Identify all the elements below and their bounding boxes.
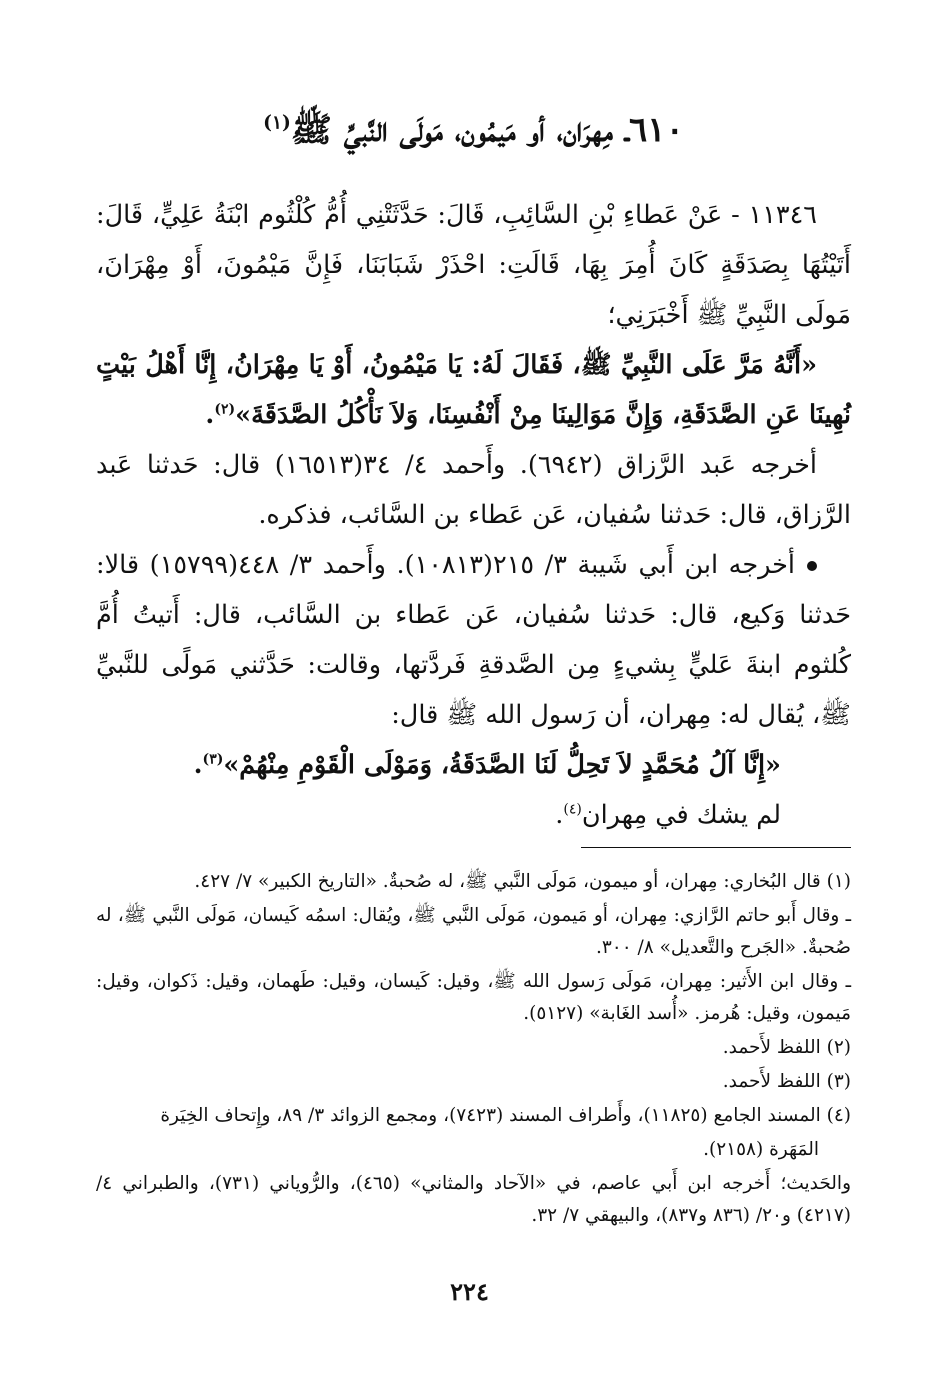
chapter-title: ٦١٠ـ مِهرَان، أو مَيمُون، مَولَى النَّبيِّ ﷺ <box>290 110 684 150</box>
takhrij-2 <box>96 540 851 740</box>
page-number: ٢٢٤ <box>450 1277 489 1306</box>
hadith-quote-2: «إِنَّا آلُ مُحَمَّدٍ لاَ تَحِلُّ لَنَا الصَّدَقَةُ، وَمَوْلَى الْقَوْمِ مِنْهُمْ»$^{(٣)}$. <box>193 750 781 780</box>
main-text <box>96 190 851 840</box>
footnote-4-continuation: المَهَرة (٢١٥٨). <box>703 1139 819 1160</box>
doubt-note: لم يشك في مِهران$^{(٤)}$. <box>555 800 781 830</box>
footnote-1-abu-hatim: ـ وقال أَبو حاتم الرَّازي: مِهران، أو مَيمون، مَولَى النَّبي ﷺ، ويُقال: اسمُه كَيسان، مَولَى النَّبي ﷺ، له صُحبةٌ. «الجَرح والتَّعديل» ٨/ ٣٠٠. <box>96 905 851 958</box>
hadith-intro: ١١٣٤٦ - عَنْ عَطاءِ بْنِ السَّائِبِ، قَالَ: حَدَّثَتْنِي أُمُّ كُلْثُوم ابْنَةُ عَلِيٍّ، قَالَ: أَتَيْتُهَا بِصَدَقَةٍ كَانَ أُمِرَ بِهَا، قَالَتِ: احْذَرْ شَبَابَنَا، فَإِنَّ مَيْمُونَ، أَوْ مِهْرَانَ، مَولَى النَّبِيِّ ﷺ أَخْبَرَنِي؛ <box>96 200 851 330</box>
hadith-quote-1: «أَنَّهُ مَرَّ عَلَى النَّبِيِّ ﷺ، فَقَالَ لَهُ: يَا مَيْمُونُ، أَوْ يَا مِهْرَانُ، إِنَّا أَهْلُ بَيْتٍ نُهِينَا عَنِ الصَّدَقَةِ، وَإِنَّ مَوَالِينَا مِنْ أَنْفُسِنَا، وَلاَ نَأْكُلُ الصَّدَقَةَ»$^{(٢)}$. <box>96 350 851 430</box>
takhrij-1: أخرجه عَبد الرَّزاق (٦٩٤٢). وأَحمد ٤/ ٣٤(١٦٥١٣) قال: حَدثنا عَبد الرَّزاق، قال: حَدثنا سُفيان، عَن عَطاء بن السَّائب، فذكره. <box>96 450 851 530</box>
footnote-4-extra: والحَديث؛ أَخرجه ابن أَبي عاصم، في «الآحاد والمثاني» (٤٦٥)، والرُّوياني (٧٣١)، والطبراني ٤/ (٤٢١٧) و٢٠/ (٨٣٦ و٨٣٧)، والبيهقي ٧/ ٣٢. <box>96 1173 851 1226</box>
footnotes <box>96 866 851 1234</box>
hadith-quote-1-text: «أَنَّهُ مَرَّ عَلَى النَّبِيِّ ﷺ، فَقَالَ لَهُ: يَا مَيْمُونُ، أَوْ يَا مِهْرَانُ، إِنَّا أَهْلُ بَيْتٍ نُهِينَا عَنِ الصَّدَقَةِ، وَإِنَّ مَوَالِينَا مِنْ أَنْفُسِنَا، وَلاَ نَأْكُلُ الصَّدَقَةَ» <box>96 350 851 430</box>
footnote-ref-3: (٣) <box>202 751 224 768</box>
footnote-3: (٣) اللفظ لأَحمد. <box>722 1071 851 1092</box>
takhrij-2-text: أخرجه ابن أَبي شَيبة ٣/ ٢١٥(١٠٨١٣). وأَحمد ٣/ ٤٤٨(١٥٧٩٩) قالا: حَدثنا وَكيع، قال: حَدثنا سُفيان، عَن عَطاء بن السَّائب، قال: أَتيتُ أُمَّ كُلثوم ابنةَ عَليٍّ بِشيءٍ مِن الصَّدقةِ فَردَّتها، وقالت: حَدَّثني مَولًى للنَّبيِّ ﷺ، يُقال له: مِهران، أن رَسول الله ﷺ قال: <box>96 550 851 730</box>
footnote-ref-4: (٤) <box>563 801 582 818</box>
bullet-icon <box>807 561 817 571</box>
footnote-1-ibn-athir: ـ وقال ابن الأَثير: مِهران، مَولَى رَسول الله ﷺ، وقيل: كَيسان، وقيل: طَهمان، وقيل: ذَكوان، وقيل: مَيمون، وقيل: هُرمز. «أُسد الغَابة» (٥١٢٧). <box>96 971 851 1024</box>
footnote-2: (٢) اللفظ لأَحمد. <box>722 1037 851 1058</box>
footnote-1: (١) قال البُخاري: مِهران، أو ميمون، مَولَى النَّبي ﷺ، له صُحبةٌ. «التاريخ الكبير» ٧/ ٤٢٧. <box>194 871 851 892</box>
hadith-quote-2-text: «إِنَّا آلُ مُحَمَّدٍ لاَ تَحِلُّ لَنَا الصَّدَقَةُ، وَمَوْلَى الْقَوْمِ مِنْهُمْ» <box>223 750 781 780</box>
chapter-footnote-ref: (١) <box>263 111 291 134</box>
chapter-heading <box>96 108 851 152</box>
footnote-ref-2: (٢) <box>214 401 236 418</box>
doubt-note-text: لم يشك في مِهران <box>581 800 781 830</box>
footnote-divider <box>581 847 851 848</box>
footnote-4: (٤) المسند الجامع (١١٨٢٥)، وأَطراف المسند (٧٤٢٣)، ومجمع الزوائد ٣/ ٨٩، وإِتحاف الخِيَرة <box>160 1105 851 1126</box>
